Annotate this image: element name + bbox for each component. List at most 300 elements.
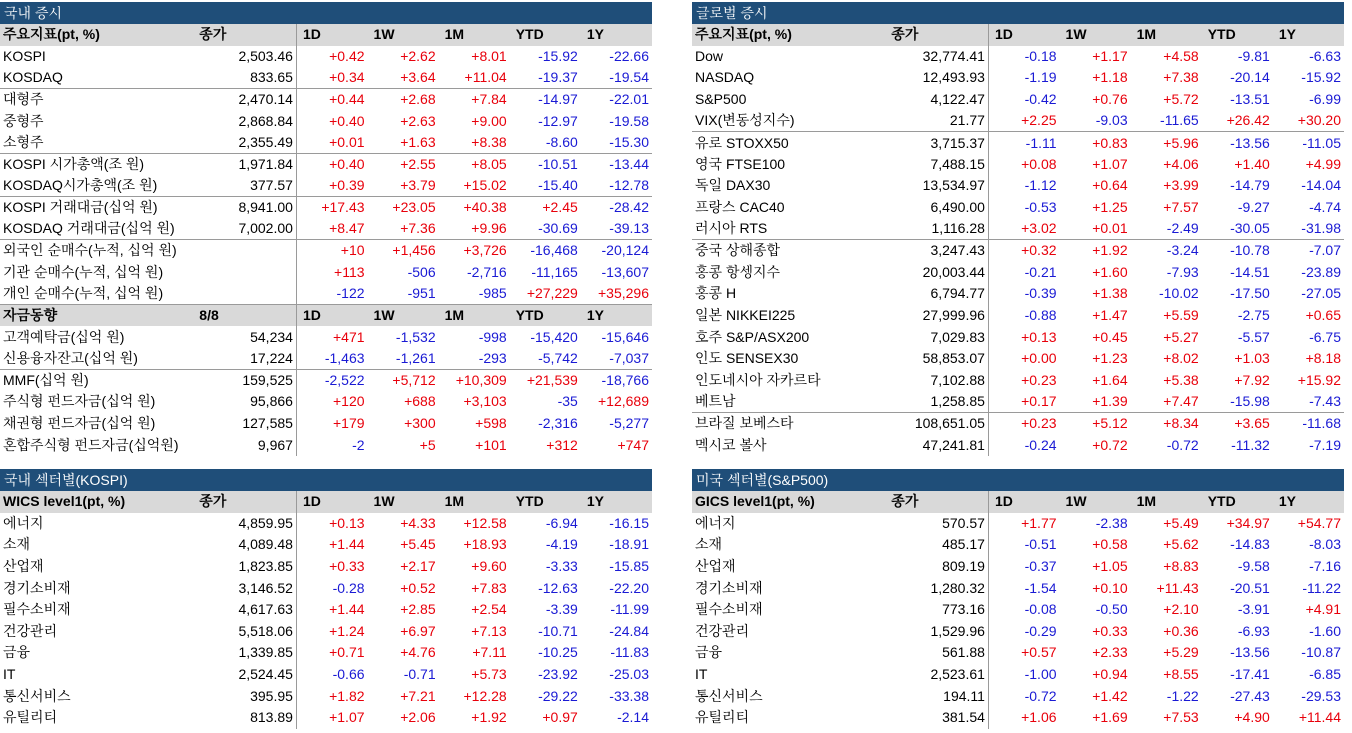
close-value: 6,794.77: [888, 283, 988, 305]
data-table: [692, 491, 1344, 729]
table-subheader-row: [0, 305, 652, 327]
table-row: [692, 577, 1344, 599]
change-ytd: -10.25: [538, 644, 578, 661]
change-ytd: +26.42: [1226, 112, 1270, 129]
table-row: [692, 707, 1344, 729]
change-1d: -0.08: [1024, 601, 1057, 618]
close-value: 381.54: [888, 707, 988, 729]
row-label: 필수소비재: [695, 601, 763, 618]
change-1m: -7.93: [1166, 263, 1199, 280]
close-value: 833.65: [196, 67, 296, 89]
change-1d: +0.33: [329, 558, 365, 575]
change-ytd: -6.94: [545, 514, 578, 531]
table-row: [0, 197, 652, 219]
change-1w: +2.33: [1092, 644, 1128, 661]
change-1m: +7.38: [1163, 69, 1199, 86]
change-1d: +0.40: [329, 112, 365, 129]
row-label: S&P500: [695, 91, 747, 108]
change-1d: +1.44: [329, 601, 365, 618]
change-1m: +3,726: [439, 240, 510, 262]
change-1w: +0.64: [1092, 177, 1128, 194]
change-ytd: -12.63: [538, 579, 578, 596]
change-1d: -0.28: [332, 579, 365, 596]
change-1m: +9.00: [471, 112, 507, 129]
column-header: WICS level1(pt, %): [0, 491, 196, 513]
row-label: 주식형 펀드자금(십억 원): [3, 393, 156, 410]
row-label: 에너지: [695, 514, 736, 531]
change-1m: +5.49: [1163, 514, 1199, 531]
change-1y: -23.89: [1301, 263, 1341, 280]
change-1w: -951: [407, 285, 436, 302]
change-ytd: -2.75: [1237, 307, 1270, 324]
change-1y: +15.92: [1297, 371, 1341, 388]
change-1w: +688: [404, 393, 436, 410]
table-row: [0, 577, 652, 599]
change-ytd: -10.78: [1202, 240, 1273, 262]
row-label: 유로 STOXX50: [692, 132, 888, 154]
table-row: [692, 599, 1344, 621]
change-1d: +2.25: [1021, 112, 1057, 129]
change-1w: +1.17: [1092, 47, 1128, 64]
row-label: 필수소비재: [3, 601, 71, 618]
close-value: 2,524.45: [196, 664, 296, 686]
change-1d: -0.42: [1024, 91, 1057, 108]
change-ytd: -35: [557, 393, 578, 410]
column-header: 주요지표(pt, %): [692, 24, 888, 46]
close-value: 47,241.81: [888, 434, 988, 456]
change-ytd: -15,420: [530, 328, 578, 345]
row-label: 에너지: [3, 514, 44, 531]
change-1w: +2.63: [400, 112, 436, 129]
change-1d: +3.02: [1021, 220, 1057, 237]
change-1m: +5.96: [1131, 132, 1202, 154]
close-value: 27,999.96: [888, 305, 988, 327]
change-1y: +12,689: [598, 393, 649, 410]
change-ytd: -13.51: [1230, 91, 1270, 108]
table-row: [692, 305, 1344, 327]
change-ytd: -11.32: [1231, 436, 1270, 453]
change-1w: -9.03: [1095, 112, 1128, 129]
change-1d: +0.13: [329, 514, 365, 531]
table-row: [0, 283, 652, 305]
change-1w: +1.18: [1092, 69, 1128, 86]
change-1y: -1.60: [1309, 622, 1341, 639]
row-label: KOSPI 거래대금(십억 원): [0, 197, 196, 219]
change-1m: +598: [475, 414, 507, 431]
close-value: [196, 283, 296, 305]
change-1y: +11.44: [1298, 709, 1341, 726]
table-row: [0, 240, 652, 262]
table-row: [692, 132, 1344, 154]
close-value: [196, 240, 296, 262]
row-label: KOSPI 시가총액(조 원): [0, 154, 196, 176]
change-1d: +0.44: [296, 89, 367, 111]
change-1d: +1.06: [1021, 709, 1057, 726]
change-1m: -11.65: [1160, 112, 1199, 129]
close-value: 2,470.14: [196, 89, 296, 111]
row-label: 홍콩 항셍지수: [695, 263, 781, 280]
change-1w: +1.69: [1092, 709, 1128, 726]
change-1w: +1,456: [368, 240, 439, 262]
change-1y: -39.13: [609, 220, 649, 237]
change-1d: +0.00: [1021, 350, 1057, 367]
close-value: 8,941.00: [196, 197, 296, 219]
change-1y: -7.19: [1309, 436, 1341, 453]
change-1y: -2.14: [617, 709, 649, 726]
row-label: 중국 상해종합: [692, 240, 888, 262]
change-1d: +0.13: [1021, 328, 1057, 345]
close-value: 6,490.00: [888, 197, 988, 219]
change-1w: +6.97: [400, 622, 436, 639]
change-1w: 1W: [368, 305, 439, 327]
change-1d: +0.01: [329, 134, 365, 151]
column-header: 종가: [888, 491, 988, 513]
table-row: [692, 218, 1344, 240]
change-1d: +113: [334, 263, 365, 280]
close-value: 20,003.44: [888, 262, 988, 284]
change-1m: -985: [478, 285, 507, 302]
change-ytd: +312: [546, 436, 578, 453]
change-1w: +0.72: [1092, 436, 1128, 453]
row-label: 채권형 펀드자금(십억 원): [3, 414, 156, 431]
change-1d: -0.53: [1024, 199, 1057, 216]
table-row: [692, 175, 1344, 197]
close-value: 7,029.83: [888, 326, 988, 348]
change-1m: +12.28: [463, 687, 507, 704]
change-1y: -11.22: [1302, 579, 1341, 596]
close-value: 32,774.41: [888, 46, 988, 68]
table-row: [0, 707, 652, 729]
change-ytd: -15.98: [1230, 393, 1270, 410]
table-row: [692, 154, 1344, 176]
change-ytd: +1.40: [1234, 155, 1270, 172]
change-ytd: -14.51: [1230, 263, 1270, 280]
close-value: 3,715.37: [888, 132, 988, 154]
data-table: [0, 491, 652, 729]
table-row: [0, 413, 652, 435]
change-1y: -6.99: [1309, 91, 1341, 108]
row-label: 유틸리티: [3, 709, 58, 726]
change-1m: +5.59: [1163, 307, 1199, 324]
table-row: [692, 642, 1344, 664]
table-row: [0, 175, 652, 197]
column-header: 1M: [1131, 24, 1202, 46]
column-header: GICS level1(pt, %): [692, 491, 888, 513]
change-1w: +7.36: [400, 220, 436, 237]
column-header: 1W: [1060, 491, 1131, 513]
change-1y: -11.83: [610, 644, 649, 661]
table-row: [0, 89, 652, 111]
change-1m: +40.38: [439, 197, 510, 219]
change-1m: -2,716: [467, 263, 507, 280]
change-1w: +300: [404, 414, 436, 431]
change-ytd: -12.97: [538, 112, 578, 129]
change-1m: +18.93: [463, 536, 507, 553]
column-header: 종가: [888, 24, 988, 46]
change-1d: +17.43: [296, 197, 367, 219]
change-1d: +0.42: [329, 47, 365, 64]
table-row: [0, 642, 652, 664]
change-1w: +3.64: [400, 69, 436, 86]
close-value: 2,868.84: [196, 110, 296, 132]
change-1d: -1.11: [988, 132, 1059, 154]
change-1d: -0.24: [1024, 436, 1057, 453]
change-1w: +1.23: [1092, 350, 1128, 367]
row-label: 금융: [695, 644, 723, 661]
change-1d: -0.51: [1024, 536, 1057, 553]
change-1y: -25.03: [609, 666, 649, 683]
change-1y: -22.66: [609, 47, 649, 64]
change-1m: +1.92: [471, 709, 507, 726]
change-1d: -1,463: [324, 349, 365, 366]
close-value: 108,651.05: [888, 413, 988, 435]
column-header: YTD: [510, 491, 581, 513]
change-1w: +4.76: [400, 644, 436, 661]
row-label: 영국 FTSE100: [695, 155, 786, 172]
row-label: 혼합주식형 펀드자금(십억원): [3, 436, 179, 453]
row-label: 산업재: [695, 558, 736, 575]
change-1w: +0.10: [1092, 579, 1128, 596]
table-row: [692, 556, 1344, 578]
row-label: 외국인 순매수(누적, 십억 원): [0, 240, 196, 262]
change-ytd: +7.92: [1234, 371, 1270, 388]
change-1w: +5.45: [400, 536, 436, 553]
close-value: 1,823.85: [196, 556, 296, 578]
table-row: [0, 534, 652, 556]
column-header: 종가: [196, 491, 296, 513]
column-header: 주요지표(pt, %): [0, 24, 196, 46]
table-row: [0, 46, 652, 68]
close-value: 773.16: [888, 599, 988, 621]
change-1d: -1.54: [1024, 579, 1057, 596]
panel-title: 국내 섹터별(KOSPI): [0, 469, 652, 491]
table-row: [692, 89, 1344, 111]
table-row: [692, 348, 1344, 370]
row-label: 중형주: [3, 112, 44, 129]
row-label: 유틸리티: [695, 709, 750, 726]
change-1w: +0.33: [1092, 622, 1128, 639]
change-1y: -20,124: [581, 240, 652, 262]
change-1y: -6.85: [1309, 666, 1341, 683]
change-1m: +8.05: [439, 154, 510, 176]
table-row: [692, 621, 1344, 643]
change-1y: -19.58: [609, 112, 649, 129]
change-1d: +8.47: [329, 220, 365, 237]
table-row: [0, 110, 652, 132]
row-label: 자금동향: [0, 305, 196, 327]
change-ytd: -17.50: [1230, 285, 1270, 302]
change-1y: +54.77: [1297, 514, 1341, 531]
table-row: [692, 685, 1344, 707]
close-value: 570.57: [888, 513, 988, 535]
row-label: NASDAQ: [695, 69, 755, 86]
table-row: [692, 664, 1344, 686]
change-1m: -293: [478, 349, 507, 366]
change-1m: +8.55: [1163, 666, 1199, 683]
table-row: [0, 556, 652, 578]
close-value: 159,525: [196, 370, 296, 392]
close-value: 1,529.96: [888, 621, 988, 643]
change-1m: +3,103: [463, 393, 507, 410]
change-1y: -7.07: [1273, 240, 1344, 262]
row-label: 고객예탁금(십억 원): [3, 328, 125, 345]
change-1d: -0.66: [332, 666, 365, 683]
table-row: [692, 240, 1344, 262]
change-ytd: -3.91: [1237, 601, 1270, 618]
close-value: 7,002.00: [196, 218, 296, 240]
row-label: 개인 순매수(누적, 십억 원): [3, 285, 164, 302]
change-1d: +10: [296, 240, 367, 262]
change-1m: +7.84: [439, 89, 510, 111]
change-1d: +0.32: [988, 240, 1059, 262]
change-1y: +747: [617, 436, 649, 453]
change-1w: +0.58: [1092, 536, 1128, 553]
change-1y: -31.98: [1301, 220, 1341, 237]
change-1y: -14.04: [1301, 177, 1341, 194]
close-value: [196, 262, 296, 284]
change-1m: -3.24: [1131, 240, 1202, 262]
close-value: 127,585: [196, 413, 296, 435]
close-value: 5,518.06: [196, 621, 296, 643]
change-ytd: +0.97: [542, 709, 578, 726]
change-1m: +2.10: [1163, 601, 1199, 618]
close-value: 2,355.49: [196, 132, 296, 154]
table-row: [0, 370, 652, 392]
change-1m: +12.58: [463, 514, 507, 531]
change-1m: +8.01: [471, 47, 507, 64]
column-header: YTD: [510, 24, 581, 46]
change-1w: +2.55: [368, 154, 439, 176]
row-label: 독일 DAX30: [695, 177, 771, 194]
table-row: [0, 599, 652, 621]
change-ytd: -16,468: [510, 240, 581, 262]
table-row: [0, 326, 652, 348]
change-1m: +0.36: [1163, 622, 1199, 639]
change-1m: +8.83: [1163, 558, 1199, 575]
change-1w: +0.01: [1092, 220, 1128, 237]
change-1m: +9.96: [471, 220, 507, 237]
change-1m: +5.38: [1163, 371, 1199, 388]
change-1d: +120: [332, 393, 365, 410]
change-1w: +3.79: [400, 177, 436, 194]
change-1y: -15.92: [1301, 69, 1341, 86]
change-1y: -18.91: [609, 536, 649, 553]
change-1m: +7.57: [1163, 199, 1199, 216]
row-label: 경기소비재: [695, 579, 763, 596]
row-label: 인도네시아 자카르타: [695, 371, 821, 388]
table-row: [0, 513, 652, 535]
panel-title: 글로벌 증시: [692, 2, 1344, 24]
row-label: 건강관리: [3, 622, 58, 639]
change-1m: +7.83: [471, 579, 507, 596]
close-value: 9,967: [196, 434, 296, 456]
table-row: [692, 197, 1344, 219]
change-1w: +4.33: [400, 514, 436, 531]
change-1d: +0.57: [1021, 644, 1057, 661]
change-1m: +4.06: [1163, 155, 1199, 172]
change-1d: +0.71: [329, 644, 365, 661]
change-ytd: -5.57: [1237, 328, 1270, 345]
change-1w: +5.12: [1060, 413, 1131, 435]
row-label: 멕시코 볼사: [695, 436, 767, 453]
change-1y: -24.84: [609, 622, 649, 639]
row-label: 인도 SENSEX30: [695, 350, 799, 367]
close-value: 4,122.47: [888, 89, 988, 111]
change-1w: +1.60: [1092, 263, 1128, 280]
change-ytd: -27.43: [1230, 687, 1270, 704]
change-1y: -11.99: [610, 601, 649, 618]
change-1w: +23.05: [368, 197, 439, 219]
change-1d: -122: [336, 285, 365, 302]
table-row: [692, 283, 1344, 305]
change-1m: -1.22: [1166, 687, 1199, 704]
close-value: 4,617.63: [196, 599, 296, 621]
change-1w: -506: [407, 263, 436, 280]
column-header: 1Y: [1273, 491, 1344, 513]
column-header: 1W: [1060, 24, 1131, 46]
table-row: [692, 67, 1344, 89]
change-1w: +1.42: [1092, 687, 1128, 704]
close-value: 1,971.84: [196, 154, 296, 176]
row-label: 금융: [3, 644, 31, 661]
change-1w: +2.06: [400, 709, 436, 726]
change-1y: -22.20: [609, 579, 649, 596]
change-ytd: -19.37: [538, 69, 578, 86]
change-1y: -5,277: [609, 414, 649, 431]
change-1m: +8.02: [1163, 350, 1199, 367]
close-value: 813.89: [196, 707, 296, 729]
close-value: 7,102.88: [888, 370, 988, 392]
table-header-row: [0, 491, 652, 513]
change-ytd: -30.05: [1230, 220, 1270, 237]
change-1m: +7.13: [471, 622, 507, 639]
change-1d: +0.23: [988, 413, 1059, 435]
change-1m: +15.02: [463, 177, 507, 194]
row-label: 경기소비재: [3, 579, 71, 596]
change-1m: +10,309: [439, 370, 510, 392]
column-header: 1D: [296, 24, 367, 46]
change-ytd: -6.93: [1237, 622, 1270, 639]
change-1d: +0.08: [1021, 155, 1057, 172]
change-1y: -33.38: [609, 687, 649, 704]
column-header: 1D: [988, 491, 1059, 513]
change-ytd: -8.60: [545, 134, 578, 151]
change-1w: +7.21: [400, 687, 436, 704]
change-1w: +2.62: [400, 47, 436, 64]
panel-title: 국내 증시: [0, 2, 652, 24]
table-row: [0, 154, 652, 176]
column-header: 1D: [296, 491, 367, 513]
change-1d: -1.00: [1024, 666, 1057, 683]
change-ytd: -20.14: [1230, 69, 1270, 86]
change-1m: +101: [475, 436, 507, 453]
change-ytd: -13.56: [1202, 132, 1273, 154]
change-1w: +5: [419, 436, 436, 453]
change-1y: -6.75: [1309, 328, 1341, 345]
change-ytd: -17.41: [1230, 666, 1270, 683]
change-1d: -0.18: [1024, 47, 1057, 64]
change-1d: -0.39: [1024, 285, 1057, 302]
close-value: 4,089.48: [196, 534, 296, 556]
table-row: [0, 664, 652, 686]
column-header: 1Y: [581, 24, 652, 46]
row-label: 소재: [695, 536, 723, 553]
change-1y: -6.63: [1309, 47, 1341, 64]
data-table: [0, 24, 652, 456]
change-1m: +5.27: [1163, 328, 1199, 345]
close-value: 809.19: [888, 556, 988, 578]
change-1w: +1.64: [1092, 371, 1128, 388]
